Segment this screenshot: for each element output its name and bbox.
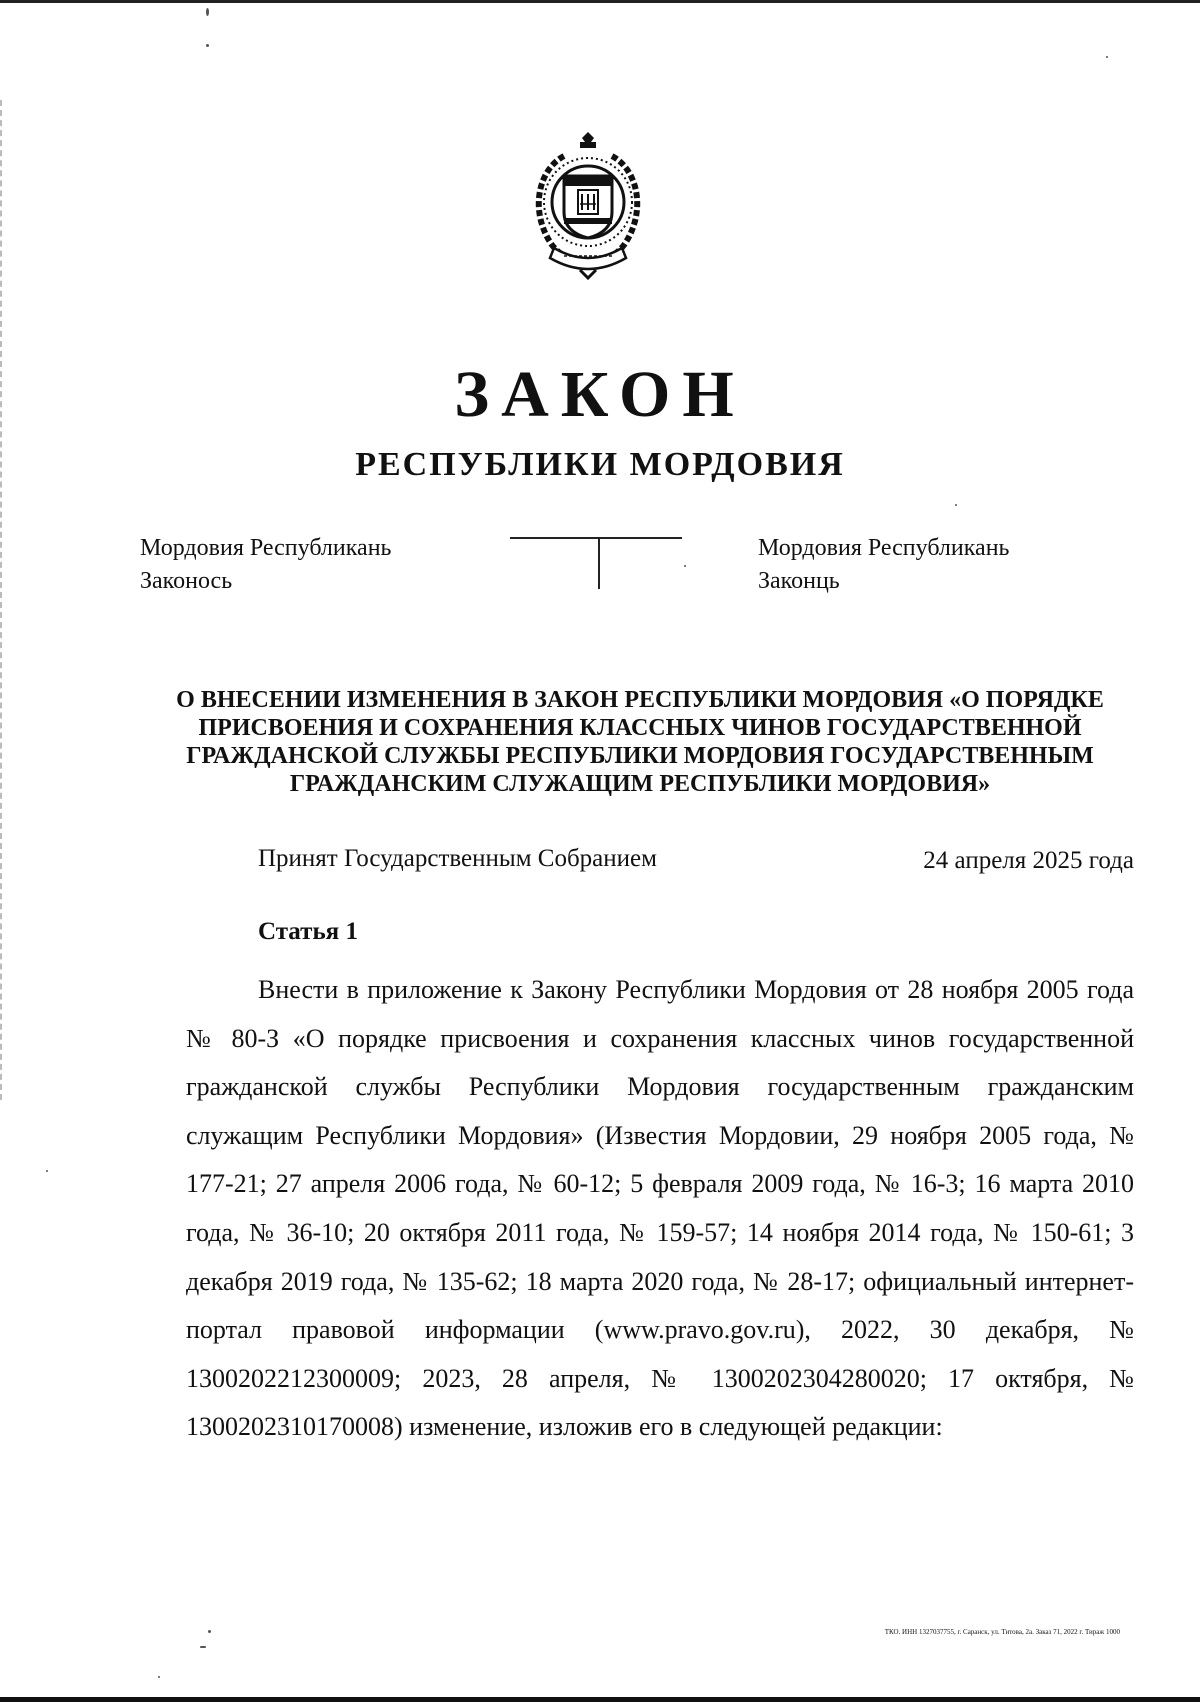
scan-speck: [1106, 56, 1108, 58]
erzya-right-line-2: Законць: [758, 568, 840, 594]
scan-speck: [684, 565, 686, 567]
scan-speck: [200, 1646, 206, 1648]
article-body: Внести в приложение к Закону Республики Мордовия от 28 ноября 2005 года № 80-З «О порядке присвоения и сохранения классных чинов государственной гражданской службы Республики Мордовия государственным гражданским служащим Республики Мордовия» (Известия Мордовии, 29 ноября 2005 года, № 177-21; 27 апреля 2006 года, № 60-12; 5 февраля 2009 года, № 16-3; 16 марта 2010 года, № 36-10; 20 октября 2011 года, № 159-57; 14 ноября 2014 года, № 150-61; 3 декабря 2019 года, № 135-62; 18 марта 2020 года, № 28-17; официальный интернет-портал правовой информации (www.pravo.gov.ru), 2022, 30 декабря, № 1300202212300009; 2023, 28 апреля, № 1300202304280020; 17 октября, № 1300202310170008) изменение, изложив его в следующей редакции:: [186, 975, 1134, 1442]
scan-speck: [206, 44, 209, 47]
coat-of-arms-icon: [524, 132, 652, 280]
scan-bottom-edge: [0, 1697, 1200, 1702]
scan-speck: [206, 8, 209, 16]
scan-speck: [955, 504, 957, 506]
erzya-left-line-1: Мордовия Республикань: [140, 535, 392, 561]
scan-speck: [46, 1170, 48, 1172]
law-number-divider: [598, 537, 600, 589]
footer-imprint: ТКО. ИНН 1327037755, г. Саранск, ул. Титова, 2а. Заказ 71, 2022 г. Тираж 1000: [884, 1628, 1120, 1636]
law-heading: О ВНЕСЕНИИ ИЗМЕНЕНИЯ В ЗАКОН РЕСПУБЛИКИ МОРДОВИЯ «О ПОРЯДКЕ ПРИСВОЕНИЯ И СОХРАНЕНИЯ КЛАССНЫХ ЧИНОВ ГОСУДАРСТВЕННОЙ ГРАЖДАНСКОЙ СЛУЖБЫ РЕСПУБЛИКИ МОРДОВИЯ ГОСУДАРСТВЕННЫМ ГРАЖДАНСКИМ СЛУЖАЩИМ РЕСПУБЛИКИ МОРДОВИЯ»: [176, 687, 1104, 797]
scan-speck: [158, 1676, 160, 1678]
law-subtitle: РЕСПУБЛИКИ МОРДОВИЯ: [355, 446, 845, 483]
law-title: ЗАКОН: [454, 358, 746, 431]
erzya-title-left: [140, 532, 391, 598]
law-number-fill-line: [510, 537, 682, 539]
scan-left-edge: [0, 100, 5, 1100]
adopted-date: 24 апреля 2025 года: [923, 847, 1134, 874]
scan-top-edge: [0, 0, 1200, 3]
erzya-left-line-2: Законось: [140, 568, 233, 594]
erzya-right-line-1: Мордовия Республикань: [758, 535, 1010, 561]
scan-speck: [208, 1630, 211, 1633]
article-heading: Статья 1: [258, 918, 358, 945]
adopted-by: Принят Государственным Собранием: [258, 845, 657, 872]
erzya-title-right: [758, 532, 1009, 598]
